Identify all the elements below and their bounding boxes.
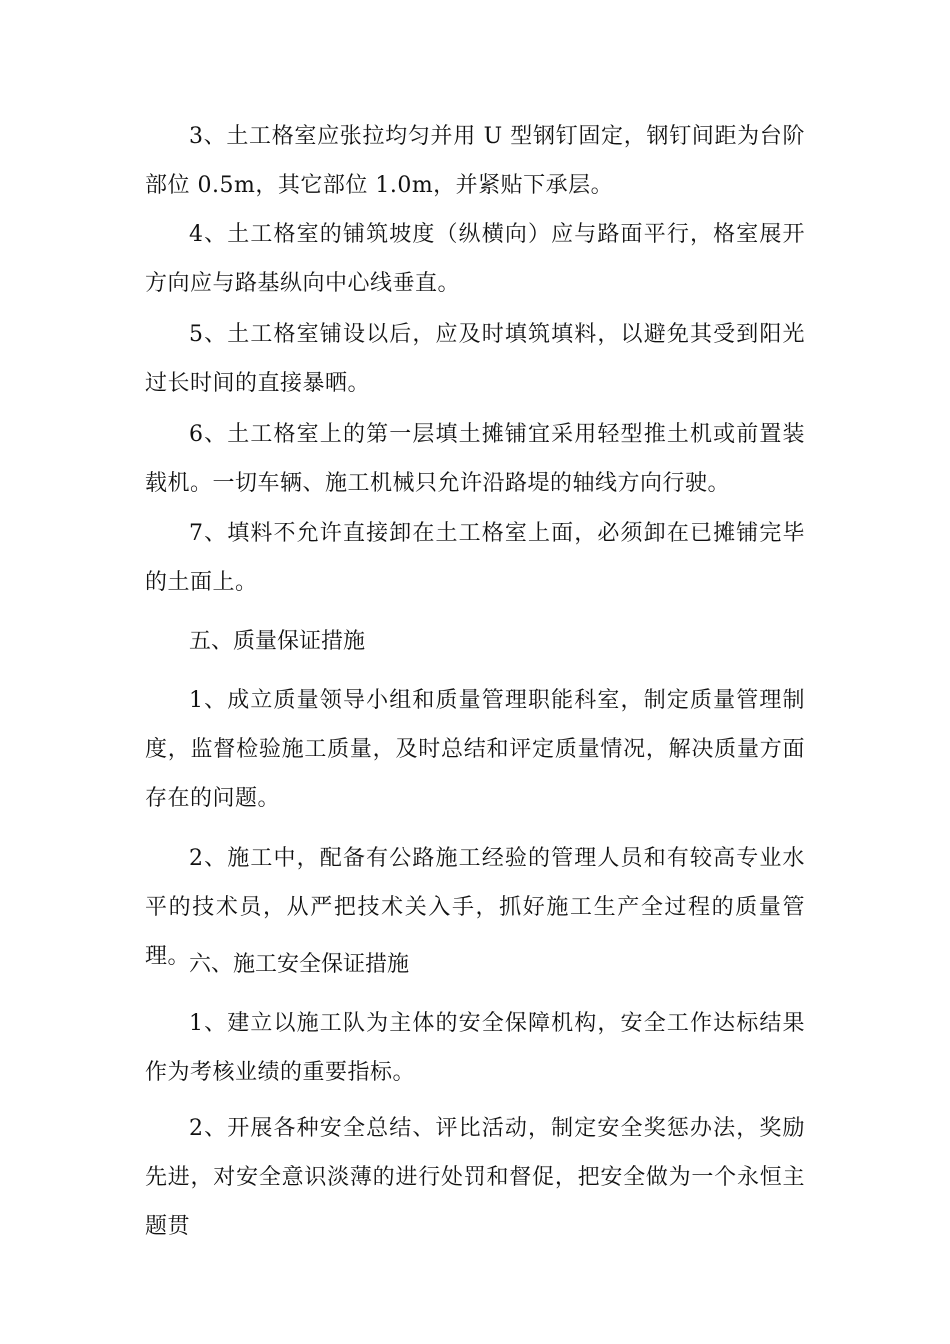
paragraph-item-7: 7、填料不允许直接卸在土工格室上面，必须卸在已摊铺完毕的土面上。 [145,521,805,595]
section-heading-safety: 六、施工安全保证措施 [189,952,410,977]
paragraph-item-6: 6、土工格室上的第一层填土摊铺宜采用轻型推土机或前置装载机。一切车辆、施工机械只允许沿路堤的轴线方向行驶。 [145,422,805,496]
safety-paragraph-1: 1、建立以施工队为主体的安全保障机构，安全工作达标结果作为考核业绩的重要指标。 [145,1011,805,1085]
quality-paragraph-1: 1、成立质量领导小组和质量管理职能科室，制定质量管理制度，监督检验施工质量，及时总结和评定质量情况，解决质量方面存在的问题。 [145,688,805,811]
safety-paragraph-2: 2、开展各种安全总结、评比活动，制定安全奖惩办法，奖励先进，对安全意识淡薄的进行处罚和督促，把安全做为一个永恒主题贯 [145,1116,805,1239]
paragraph-item-3: 3、土工格室应张拉均匀并用 U 型钢钉固定，钢钉间距为台阶部位 0.5m，其它部位 1.0m，并紧贴下承层。 [145,124,805,198]
section-heading-quality: 五、质量保证措施 [189,629,366,654]
paragraph-item-5: 5、土工格室铺设以后，应及时填筑填料，以避免其受到阳光过长时间的直接暴晒。 [145,322,805,396]
quality-paragraph-2: 2、施工中，配备有公路施工经验的管理人员和有较高专业水平的技术员，从严把技术关入手，抓好施工生产全过程的质量管理。 [145,846,805,969]
paragraph-item-4: 4、土工格室的铺筑坡度（纵横向）应与路面平行，格室展开方向应与路基纵向中心线垂直。 [145,222,805,296]
